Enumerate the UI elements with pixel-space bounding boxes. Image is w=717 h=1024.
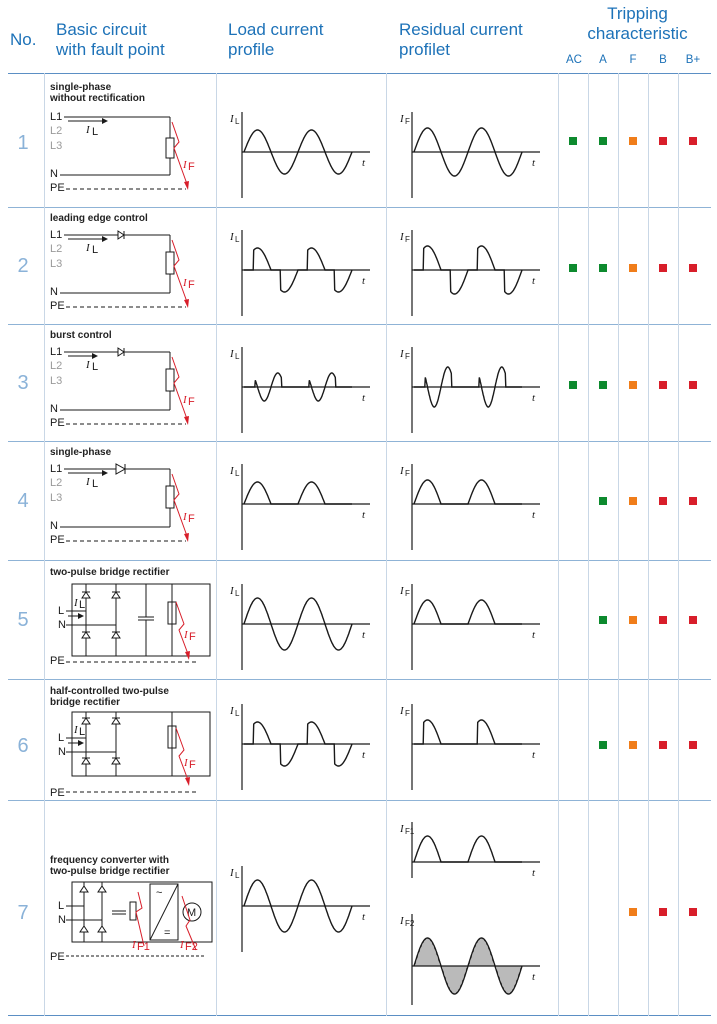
tripping-mark-orange [629,908,637,916]
svg-text:I: I [74,724,78,736]
svg-text:I: I [86,476,90,488]
header-load-current: Load current profile [228,20,324,59]
row-divider [8,800,711,801]
header-no: No. [10,30,37,49]
load-current-wave-row-5 [218,580,386,680]
svg-text:I: I [230,113,234,125]
col-divider [648,73,649,1016]
svg-text:I: I [230,585,234,597]
type-a: A [599,54,607,66]
svg-text:L3: L3 [50,492,63,504]
row-number: 3 [17,372,29,394]
circuit-diagram-row-7 [46,880,214,970]
type-f: F [629,54,637,66]
svg-text:L: L [92,361,99,373]
table-bottom-rule [8,1015,711,1016]
row-title: single-phase [50,447,112,458]
svg-text:I: I [132,939,136,951]
svg-text:I: I [86,124,90,136]
residual-current-wave-row-7-if1 [388,818,556,898]
circuit-diagram-row-2 [46,226,214,322]
tripping-mark-orange [629,137,637,145]
svg-text:t: t [532,392,536,404]
svg-text:L2: L2 [50,477,63,489]
svg-text:L: L [79,726,86,738]
svg-text:L: L [58,605,65,617]
type-b: B [659,54,667,66]
svg-text:I: I [230,465,234,477]
svg-text:L3: L3 [50,258,63,270]
svg-text:F: F [405,352,410,361]
svg-text:I: I [183,159,187,171]
circuit-diagram-row-6 [46,710,214,800]
tripping-mark-orange [629,497,637,505]
tripping-mark-red [689,497,697,505]
svg-text:N: N [50,403,58,415]
svg-text:F: F [188,161,195,173]
svg-text:L: L [79,599,86,611]
tripping-mark-orange [629,741,637,749]
tripping-mark-red [659,908,667,916]
circuit-diagram-row-1 [46,108,214,204]
svg-text:L: L [235,469,240,478]
svg-text:t: t [532,971,536,983]
row-title: leading edge control [50,213,148,224]
svg-text:L2: L2 [50,125,63,137]
svg-text:PE: PE [50,534,65,546]
row-title: frequency converter with two-pulse bridge rectifier [50,855,170,877]
tripping-mark-red [659,741,667,749]
svg-text:N: N [50,286,58,298]
col-divider [558,73,559,1016]
svg-text:L3: L3 [50,140,63,152]
svg-text:I: I [230,348,234,360]
row-divider [8,560,711,561]
load-current-wave-row-3 [218,343,386,443]
svg-text:I: I [400,585,404,597]
load-current-wave-row-6 [218,700,386,800]
tripping-mark-red [689,381,697,389]
circuit-diagram-row-4 [46,460,214,556]
svg-text:L3: L3 [50,375,63,387]
row-title: half-controlled two-pulse bridge rectifier [50,686,169,708]
tripping-mark-red [689,264,697,272]
svg-text:L: L [92,244,99,256]
svg-text:F: F [189,759,196,771]
svg-text:L1: L1 [50,229,63,241]
tripping-mark-red [659,137,667,145]
svg-text:N: N [58,746,66,758]
tripping-mark-green [599,381,607,389]
svg-text:t: t [532,157,536,169]
svg-text:I: I [400,113,404,125]
tripping-mark-red [659,381,667,389]
col-divider [216,73,217,1016]
svg-text:t: t [532,275,536,287]
type-bplus: B+ [685,54,701,66]
svg-text:I: I [183,277,187,289]
header-rule [8,73,711,74]
tripping-mark-green [569,381,577,389]
svg-text:t: t [532,629,536,641]
svg-text:N: N [50,520,58,532]
svg-text:I: I [400,465,404,477]
tripping-mark-red [689,741,697,749]
svg-text:PE: PE [50,300,65,312]
header-tripping: Tripping characteristic [587,4,688,43]
svg-text:L2: L2 [50,360,63,372]
svg-text:L2: L2 [50,243,63,255]
svg-text:L: L [235,871,240,880]
svg-text:I: I [400,231,404,243]
residual-current-wave-row-7-if2 [388,910,556,1010]
row-number: 7 [17,902,29,924]
svg-text:t: t [362,911,366,923]
svg-text:PE: PE [50,655,65,667]
load-current-wave-row-1 [218,108,386,208]
svg-text:=: = [164,927,171,939]
svg-text:F: F [405,117,410,126]
residual-current-wave-row-1 [388,108,556,208]
svg-text:I: I [230,231,234,243]
tripping-mark-red [689,908,697,916]
svg-text:t: t [362,629,366,641]
svg-text:I: I [400,823,404,835]
svg-text:L: L [58,900,65,912]
tripping-mark-red [659,264,667,272]
tripping-mark-green [599,497,607,505]
svg-text:F: F [405,589,410,598]
svg-text:PE: PE [50,417,65,429]
svg-text:F: F [405,469,410,478]
circuit-diagram-row-5 [46,580,214,676]
svg-text:I: I [230,705,234,717]
tripping-mark-red [689,616,697,624]
load-current-wave-row-4 [218,460,386,560]
svg-text:PE: PE [50,951,65,963]
svg-text:F2: F2 [185,941,198,953]
svg-text:L: L [235,352,240,361]
svg-text:L1: L1 [50,346,63,358]
svg-text:L1: L1 [50,463,63,475]
col-divider [678,73,679,1016]
svg-text:I: I [184,757,188,769]
svg-text:I: I [230,867,234,879]
svg-text:I: I [183,511,187,523]
svg-text:PE: PE [50,182,65,194]
svg-text:F: F [188,279,195,291]
svg-text:L: L [235,117,240,126]
svg-text:I: I [180,939,184,951]
svg-text:F1: F1 [137,941,150,953]
svg-text:t: t [532,749,536,761]
svg-text:F2: F2 [405,919,415,928]
svg-text:N: N [58,619,66,631]
svg-text:t: t [362,749,366,761]
svg-text:t: t [532,509,536,521]
svg-text:PE: PE [50,787,65,799]
svg-text:L1: L1 [50,111,63,123]
tripping-mark-orange [629,616,637,624]
tripping-mark-green [569,137,577,145]
svg-text:I: I [86,242,90,254]
tripping-mark-green [599,616,607,624]
svg-text:I: I [86,359,90,371]
residual-current-wave-row-4 [388,460,556,560]
svg-text:L: L [235,235,240,244]
svg-text:I: I [184,629,188,641]
residual-current-wave-row-6 [388,700,556,800]
svg-text:F1: F1 [405,827,415,836]
row-title: single-phase without rectification [50,82,145,104]
row-number: 2 [17,255,29,277]
svg-text:I: I [74,597,78,609]
tripping-mark-red [689,137,697,145]
col-divider [44,73,45,1016]
row-number: 6 [17,735,29,757]
svg-text:L: L [235,709,240,718]
svg-text:t: t [362,157,366,169]
header-basic-circuit: Basic circuit with fault point [56,20,165,59]
load-current-wave-row-7 [218,862,386,962]
tripping-mark-green [599,264,607,272]
type-ac: AC [566,54,582,66]
col-divider [588,73,589,1016]
svg-text:F: F [405,235,410,244]
row-number: 4 [17,490,29,512]
svg-text:F: F [405,709,410,718]
residual-current-wave-row-3 [388,343,556,443]
svg-text:I: I [183,394,187,406]
circuit-diagram-row-3 [46,343,214,439]
svg-text:F: F [188,396,195,408]
tripping-mark-green [599,741,607,749]
svg-text:I: I [400,705,404,717]
svg-text:M: M [187,907,197,919]
tripping-mark-red [659,616,667,624]
tripping-mark-green [599,137,607,145]
row-title: two-pulse bridge rectifier [50,567,170,578]
svg-text:N: N [50,168,58,180]
svg-text:N: N [58,914,66,926]
svg-text:F: F [189,631,196,643]
svg-text:L: L [92,126,99,138]
svg-text:L: L [235,589,240,598]
residual-current-wave-row-5 [388,580,556,680]
svg-text:t: t [532,867,536,879]
svg-text:t: t [362,392,366,404]
tripping-mark-green [569,264,577,272]
tripping-mark-red [659,497,667,505]
svg-text:I: I [400,348,404,360]
row-title: burst control [50,330,112,341]
svg-text:I: I [400,915,404,927]
row-number: 1 [17,132,29,154]
load-current-wave-row-2 [218,226,386,326]
svg-text:t: t [362,509,366,521]
col-divider [618,73,619,1016]
svg-text:~: ~ [156,887,163,899]
residual-current-wave-row-2 [388,226,556,326]
row-number: 5 [17,609,29,631]
svg-text:t: t [362,275,366,287]
tripping-mark-orange [629,264,637,272]
header-residual-current: Residual current profilet [399,20,523,59]
col-divider [386,73,387,1016]
svg-text:F: F [188,513,195,525]
svg-text:L: L [92,478,99,490]
svg-text:L: L [58,732,65,744]
tripping-mark-orange [629,381,637,389]
